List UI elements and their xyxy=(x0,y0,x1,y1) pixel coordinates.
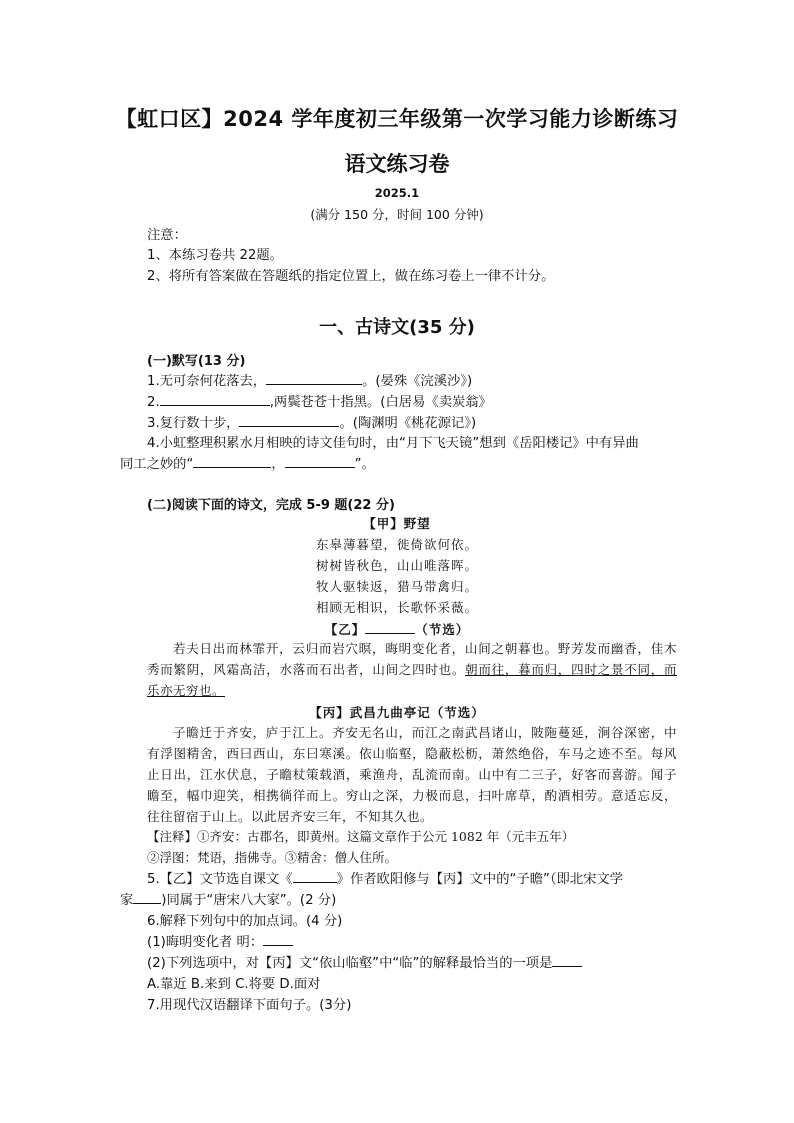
question-5-line1: 5.【乙】文节选自课文《 》作者欧阳修与【丙】文中的“子瞻”（即北宋文学 xyxy=(147,868,623,887)
poem-line: 树树皆秋色，山山唯落晖。 xyxy=(315,558,478,573)
question-6: 6.解释下列句中的加点词。(4 分) xyxy=(147,914,343,929)
part1-heading: (一)默写(13 分) xyxy=(147,354,246,369)
question-4-line1: 4.小虹整理积累水月相映的诗文佳句时，由“月下飞天镜”想到《岳阳楼记》中有异曲 xyxy=(147,436,639,451)
answer-blank[interactable] xyxy=(552,952,582,967)
question-6-1: (1)晦明变化者 明： xyxy=(147,931,293,950)
poem-title: 【甲】野望 xyxy=(363,516,431,531)
question-3: 3.复行数十步， 。(陶渊明《桃花源记》) xyxy=(147,412,476,431)
yi-title: 【乙】 （节选） xyxy=(0,619,794,638)
annotation: 【注释】①齐安：古郡名，即黄州。这篇文章作于公元 1082 年（元丰五年） xyxy=(147,829,575,844)
question-6-options: A.靠近 B.来到 C.将要 D.面对 xyxy=(147,977,321,992)
question-1: 1.无可奈何花落去， 。(晏殊《浣溪沙》) xyxy=(147,370,472,389)
question-4-line2: 同工之妙的“ ， ”。 xyxy=(120,453,375,472)
exam-subtitle: 语文练习卷 xyxy=(344,152,450,176)
answer-blank[interactable] xyxy=(133,889,161,904)
poem-line: 牧人驱犊返，猎马带禽归。 xyxy=(315,579,478,594)
bing-passage: 子瞻迁于齐安，庐于江上。齐安无名山，而江之南武昌诸山，陂陁蔓延，涧谷深密，中有浮图精舍，西曰西山，东曰寒溪。依山临壑，隐蔽松枥，萧然绝俗，车马之迹不至。每风止日出，江水伏息，子瞻杖策载酒，乘渔舟，乱流而南。山中有二三子，好客而喜游。闻子瞻至，幅巾迎笑，相携徜徉而上。穷山之深，力极而息，扫叶席草，酌酒相劳。意适忘反，往往留宿于山上。以此居齐安三年，不知其久也。 xyxy=(147,725,677,824)
answer-blank[interactable] xyxy=(365,619,415,634)
section-title: 一、古诗文(35 分) xyxy=(319,317,475,338)
note-item: 2、将所有答案做在答题纸的指定位置上，做在练习卷上一律不计分。 xyxy=(147,269,555,284)
annotation: ②浮图：梵语，指佛寺。③精舍：僧人住所。 xyxy=(147,850,398,865)
answer-blank[interactable] xyxy=(263,931,293,946)
underlined-sentence: 朝而往，暮而归，四时之景不同，而乐亦无穷也。 xyxy=(147,662,677,698)
poem-line: 东皋薄暮望，徙倚欲何依。 xyxy=(315,537,478,552)
yi-passage: 若夫日出而林霏开，云归而岩穴暝，晦明变化者，山间之朝暮也。野芳发而幽香，佳木秀而繁阴，风霜高洁，水落而石出者，山间之四时也。朝而往，暮而归，四时之景不同，而乐亦无穷也。 xyxy=(147,641,677,698)
notes-label: 注意： xyxy=(147,228,187,243)
bing-title: 【丙】武昌九曲亭记（节选） xyxy=(309,705,485,720)
exam-title: 【虹口区】2024 学年度初三年级第一次学习能力诊断练习 xyxy=(115,107,679,131)
answer-blank[interactable] xyxy=(160,391,270,406)
answer-blank[interactable] xyxy=(293,868,337,883)
poem-line: 相顾无相识，长歌怀采薇。 xyxy=(315,600,478,615)
answer-blank[interactable] xyxy=(193,453,271,468)
question-2: 2. ,两鬓苍苍十指黑。(白居易《卖炭翁》 xyxy=(147,391,492,410)
question-5-line2: 家 )同属于“唐宋八大家”。(2 分) xyxy=(120,889,336,908)
exam-date: 2025.1 xyxy=(374,186,420,200)
question-7: 7.用现代汉语翻译下面句子。(3分) xyxy=(147,998,352,1013)
question-6-2: (2)下列选项中，对【丙】文“依山临壑”中“临”的解释最恰当的一项是 xyxy=(147,952,582,971)
exam-meta: (满分 150 分，时间 100 分钟) xyxy=(310,207,484,222)
note-item: 1、本练习卷共 22题。 xyxy=(147,248,283,263)
answer-blank[interactable] xyxy=(239,412,339,427)
answer-blank[interactable] xyxy=(285,453,355,468)
part2-heading: (二)阅读下面的诗文，完成 5-9 题(22 分) xyxy=(147,498,395,513)
answer-blank[interactable] xyxy=(266,370,362,385)
